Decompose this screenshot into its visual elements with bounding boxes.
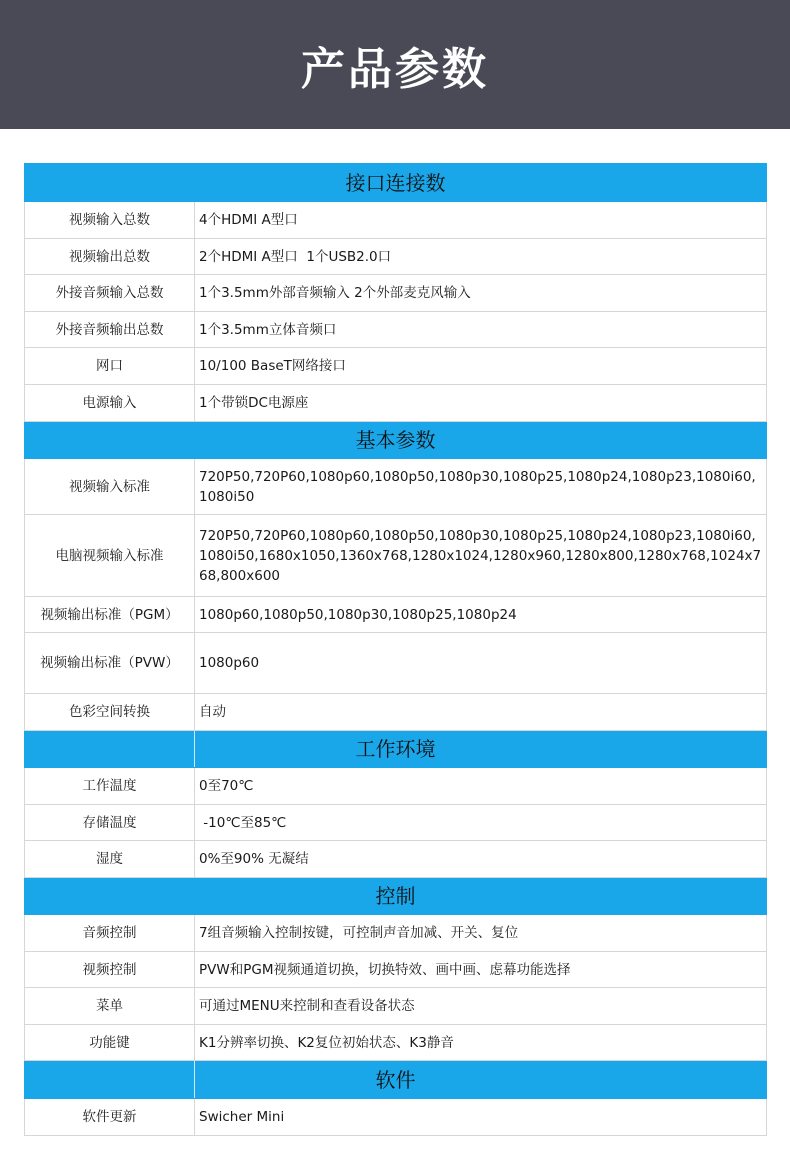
row-label: 视频控制 [25,952,195,988]
row-label: 视频输入总数 [25,202,195,239]
section-title: 接口连接数 [25,164,767,202]
row-label: 视频输出标准（PGM） [25,597,195,633]
section-header-control [25,878,767,915]
table-row [25,239,767,275]
table-row [25,694,767,731]
row-label: 视频输出总数 [25,239,195,275]
row-value: -10℃至85℃ [195,805,767,841]
row-value: 自动 [195,694,767,731]
row-value: 1080p60 [195,633,767,694]
row-label: 色彩空间转换 [25,694,195,731]
row-value: PVW和PGM视频通道切换，切换特效、画中画、虑幕功能选择 [195,952,767,988]
row-label: 菜单 [25,988,195,1025]
table-row [25,202,767,239]
section-spacer [25,731,195,768]
section-header-software [25,1061,767,1099]
row-value: 10/100 BaseT网络接口 [195,348,767,385]
row-label: 外接音频输出总数 [25,312,195,348]
row-label: 工作温度 [25,768,195,805]
row-value: 4个HDMI A型口 [195,202,767,239]
section-header-interfaces [25,164,767,202]
section-header-environment [25,731,767,768]
row-label: 视频输入标准 [25,459,195,515]
row-value: 0至70℃ [195,768,767,805]
row-value: 0%至90% 无凝结 [195,841,767,878]
row-value: 1个3.5mm外部音频输入 2个外部麦克风输入 [195,275,767,312]
spec-table [24,163,767,1136]
row-label: 外接音频输入总数 [25,275,195,312]
page-title: 产品参数 [301,43,489,95]
table-row [25,312,767,348]
row-label: 软件更新 [25,1099,195,1136]
header-banner [0,0,790,129]
table-row [25,515,767,597]
row-value: 7组音频输入控制按键，可控制声音加减、开关、复位 [195,915,767,952]
row-value: 2个HDMI A型口 1个USB2.0口 [195,239,767,275]
table-row [25,275,767,312]
table-row [25,633,767,694]
section-title: 基本参数 [25,422,767,459]
table-row [25,805,767,841]
section-title: 软件 [195,1061,767,1099]
section-spacer [25,1061,195,1099]
row-value: 720P50,720P60,1080p60,1080p50,1080p30,1080p25,1080p24,1080p23,1080i60,1080i50,1680x1050,1360x768,1280x1024,1280x960,1280x800,1280x768,1024x768,800x600 [195,515,767,597]
row-value: 1个3.5mm立体音频口 [195,312,767,348]
row-value: 1080p60,1080p50,1080p30,1080p25,1080p24 [195,597,767,633]
row-label: 电脑视频输入标准 [25,515,195,597]
table-row [25,915,767,952]
table-row [25,1099,767,1136]
table-row [25,841,767,878]
row-label: 视频输出标准（PVW） [25,633,195,694]
row-value: Swicher Mini [195,1099,767,1136]
table-row [25,459,767,515]
section-title: 工作环境 [195,731,767,768]
section-header-basic-params [25,422,767,459]
table-row [25,597,767,633]
row-value: 可通过MENU来控制和查看设备状态 [195,988,767,1025]
table-row [25,952,767,988]
table-row [25,1025,767,1061]
row-label: 功能键 [25,1025,195,1061]
row-label: 存储温度 [25,805,195,841]
row-label: 湿度 [25,841,195,878]
row-label: 音频控制 [25,915,195,952]
row-value: 720P50,720P60,1080p60,1080p50,1080p30,1080p25,1080p24,1080p23,1080i60,1080i50 [195,459,767,515]
table-row [25,348,767,385]
section-title: 控制 [25,878,767,915]
table-row [25,385,767,422]
row-label: 电源输入 [25,385,195,422]
row-value: K1分辨率切换、K2复位初始状态、K3静音 [195,1025,767,1061]
row-label: 网口 [25,348,195,385]
table-row [25,988,767,1025]
row-value: 1个带锁DC电源座 [195,385,767,422]
table-row [25,768,767,805]
